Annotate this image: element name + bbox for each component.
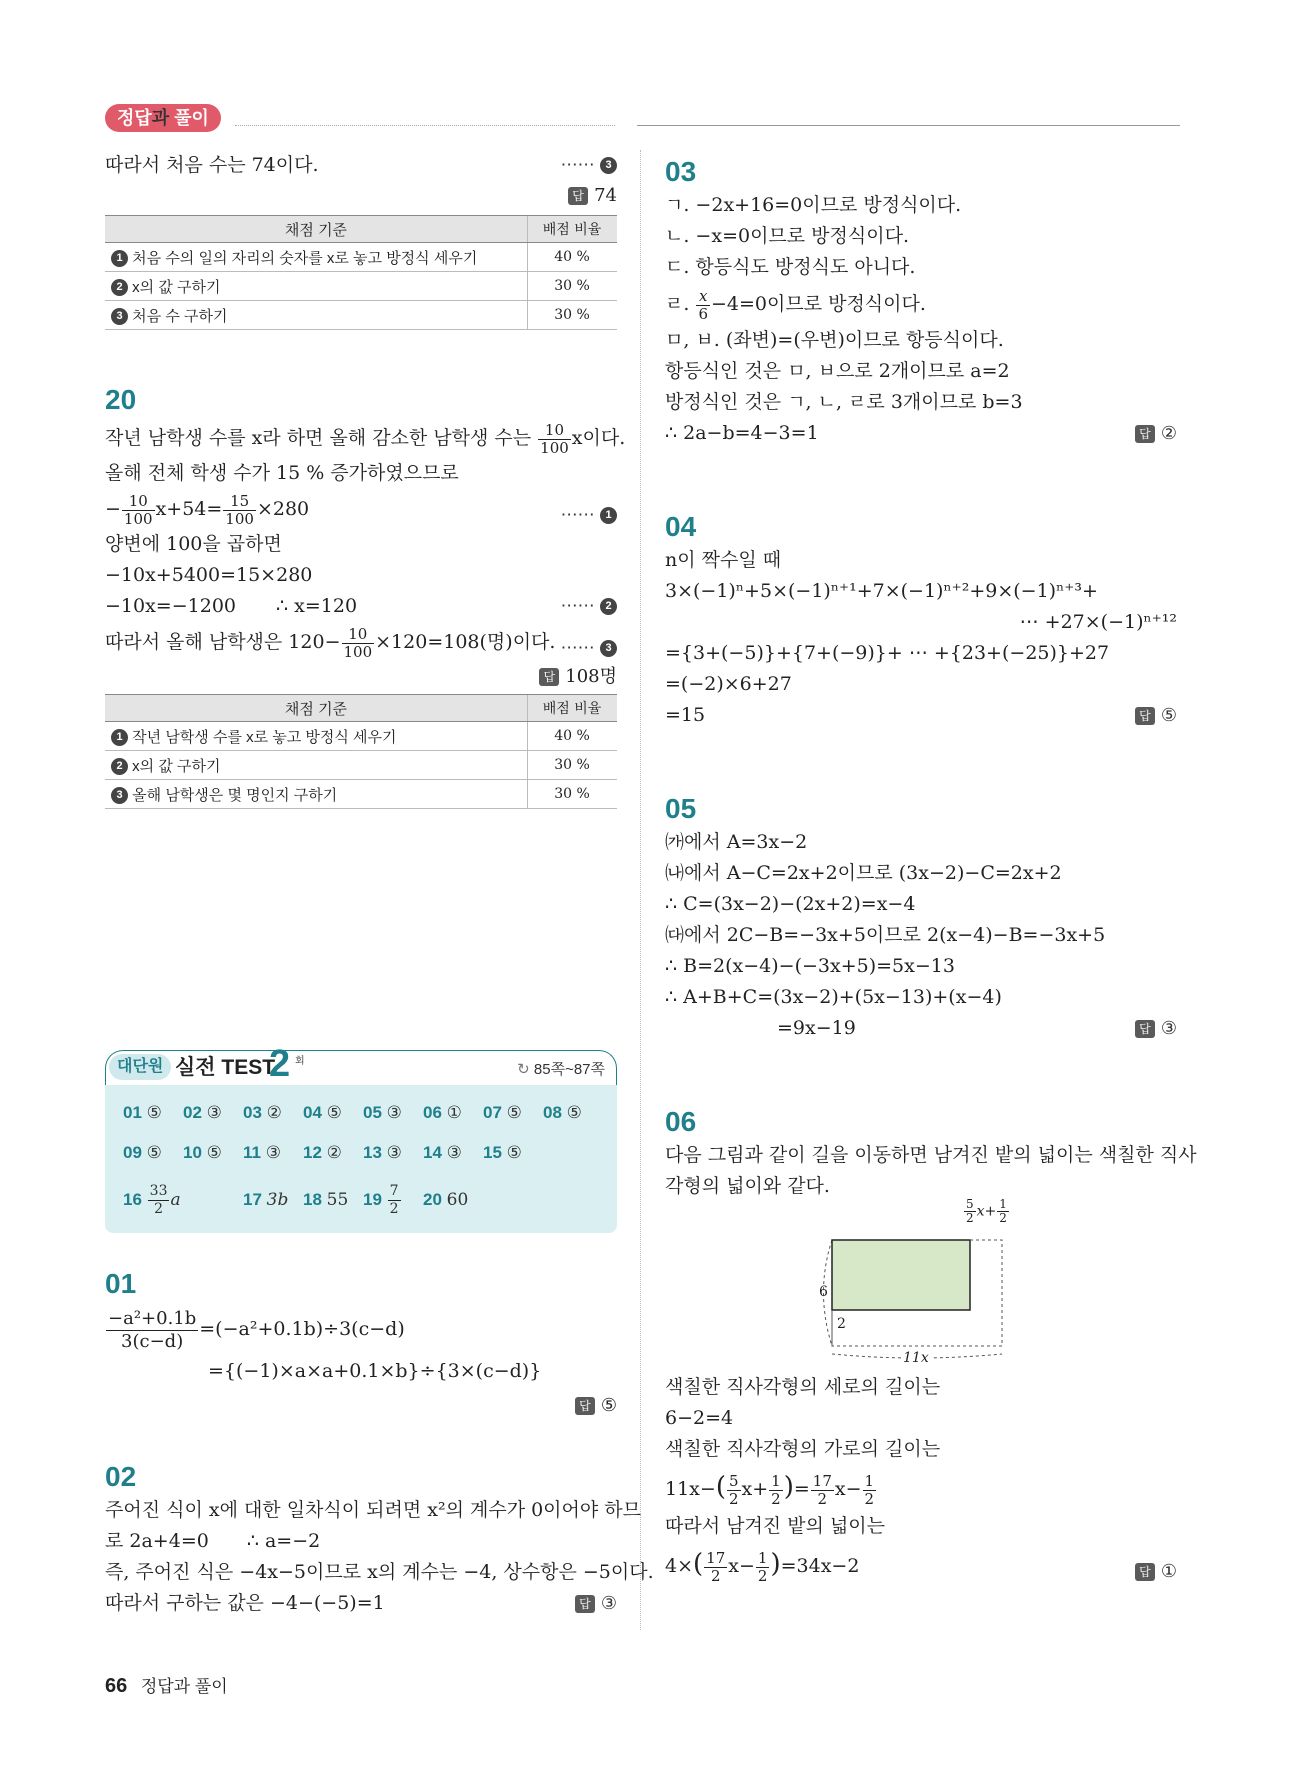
fraction: $\frac{\text{−a²+0.1b}}{3(c-d)}$ — [108, 1307, 197, 1352]
step-marker: ⋯⋯ 3 — [561, 628, 617, 668]
step-3-icon: 3 — [600, 640, 617, 657]
summary-item: 16 $\frac{33}{2}$ a — [123, 1183, 181, 1217]
q05-line: ㈎에서 A=3x−2 — [665, 831, 808, 853]
test-header — [105, 1043, 617, 1086]
q06-line: 11x−( $\frac{5}{2}$ x+ $\frac{1}{2}$ )= $\frac{17}{2}$ x− $\frac{1}{2}$ — [665, 1471, 875, 1508]
step-3-icon: 3 — [600, 157, 617, 174]
table-header: 채점 기준 — [105, 695, 528, 722]
step-marker: ⋯⋯ 3 — [561, 150, 617, 181]
question-number-02: 02 — [105, 1461, 137, 1492]
fraction: $\frac{10}{100}$ — [540, 420, 569, 457]
answer-icon: 답 — [1135, 707, 1155, 725]
q20-line1: 작년 남학생 수를 x라 하면 올해 감소한 남학생 수는 $\frac{10}{100}$ x이다. — [105, 420, 626, 457]
answer-icon: 답 — [1135, 1563, 1155, 1581]
q06-line: 다음 그림과 같이 길을 이동하면 남겨진 밭의 넓이는 색칠한 직사 — [665, 1144, 1197, 1166]
q06-line: 따라서 남겨진 밭의 넓이는 — [665, 1515, 886, 1537]
answer-icon: 답 — [539, 668, 559, 686]
q03-line: ㅁ, ㅂ. (좌변)=(우변)이므로 항등식이다. — [665, 329, 1004, 351]
answer-icon: 답 — [568, 187, 588, 205]
answer-20: 답 108명 — [105, 662, 617, 692]
table-row: 2 x의 값 구하기 30 % — [105, 272, 617, 301]
table-header: 채점 기준 — [105, 216, 528, 243]
test-number: 2 — [269, 1043, 291, 1085]
question-number-05: 05 — [665, 793, 697, 824]
summary-item: 04 ⑤ — [303, 1103, 342, 1123]
q04-line: n이 짝수일 때 — [665, 549, 782, 571]
q03-line: 항등식인 것은 ㅁ, ㅂ으로 2개이므로 a=2 — [665, 360, 1010, 382]
q02-line4: 따라서 구하는 값은 −4−(−5)=1 답 ③ — [105, 1592, 617, 1614]
q03-line: 방정식인 것은 ㄱ, ㄴ, ㄹ로 3개이므로 b=3 — [665, 391, 1023, 413]
q20-line4: 양변에 100을 곱하면 — [105, 533, 282, 555]
test-badge: 대단원 — [109, 1054, 171, 1080]
grading-table-19 — [105, 215, 617, 330]
summary-item: 09 ⑤ — [123, 1143, 162, 1163]
right-column — [665, 150, 1197, 1588]
q20-line3: − $\frac{10}{100}$ x+54= $\frac{15}{100}$ ×280 ⋯⋯ 1 — [105, 489, 617, 529]
q05-line: ㈐에서 2C−B=−3x+5이므로 2(x−4)−B=−3x+5 — [665, 924, 1106, 946]
summary-item: 11 ③ — [243, 1143, 281, 1163]
q04-line: =15 답 ⑤ — [665, 704, 1177, 726]
q06-line: 6−2=4 — [665, 1407, 734, 1429]
q04-line: =(−2)×6+27 — [665, 673, 792, 695]
page-number: 66 — [105, 1675, 128, 1697]
badge-text-3: 풀이 — [169, 108, 209, 128]
q03-line: ∴ 2a−b=4−3=1 답 ② — [665, 422, 1177, 444]
q01-line1: $\frac{\text{−a²+0.1b}}{3(c-d)}$ =(−a²+0.1b)÷3(c−d) — [108, 1307, 405, 1352]
q01-line2: ={(−1)×a×a+0.1×b}÷{3×(c−d)} — [208, 1360, 542, 1382]
table-row: 1 작년 남학생 수를 x로 놓고 방정식 세우기 40 % — [105, 722, 617, 751]
question-number-01: 01 — [105, 1268, 137, 1299]
q06-line: 4×( $\frac{17}{2}$ x− $\frac{1}{2}$ )=34x−2 답 ① — [665, 1548, 1177, 1585]
q04-line: ⋯ +27×(−1)ⁿ⁺¹² — [1019, 611, 1177, 633]
q05-line: =9x−19 답 ③ — [777, 1017, 1177, 1039]
answer-01: 답 ⑤ — [105, 1391, 617, 1421]
answer-icon: 답 — [1135, 1020, 1155, 1038]
summary-item: 03 ② — [243, 1103, 282, 1123]
table-header-pct: 배점 비율 — [528, 216, 618, 243]
answer-icon: 답 — [575, 1595, 595, 1613]
question-number-20: 20 — [105, 384, 137, 415]
answer-icon: 답 — [575, 1397, 595, 1415]
q06-line: 색칠한 직사각형의 세로의 길이는 — [665, 1376, 941, 1398]
summary-item: 08 ⑤ — [543, 1103, 582, 1123]
table-header-pct: 배점 비율 — [528, 695, 618, 722]
q02-line1: 주어진 식이 x에 대한 일차식이 되려면 x²의 계수가 0이어야 하므 — [105, 1499, 641, 1521]
summary-item: 20 60 — [423, 1190, 469, 1210]
q03-line: ㄹ. $\frac{x}{6}$ −4=0이므로 방정식이다. — [665, 286, 926, 323]
q20-line6: −10x=−1200 ∴ x=120 ⋯⋯ 2 — [105, 591, 617, 622]
summary-item: 01 ⑤ — [123, 1103, 162, 1123]
summary-item: 05 ③ — [363, 1103, 402, 1123]
summary-item: 12 ② — [303, 1143, 342, 1163]
q05-line: ∴ A+B+C=(3x−2)+(5x−13)+(x−4) — [665, 986, 1002, 1008]
q20-line2: 올해 전체 학생 수가 15 % 증가하였으므로 — [105, 462, 459, 484]
answer-summary-box — [105, 1085, 617, 1233]
q03-line: ㄱ. −2x+16=0이므로 방정식이다. — [665, 194, 962, 216]
q06-line: 색칠한 직사각형의 가로의 길이는 — [665, 1438, 941, 1460]
summary-item: 13 ③ — [363, 1143, 402, 1163]
answer-icon: 답 — [1135, 425, 1155, 443]
fig-top-label: $\frac{5}{2}$ x+ $\frac{1}{2}$ — [966, 1197, 1007, 1225]
summary-item: 07 ⑤ — [483, 1103, 522, 1123]
q06-line: 각형의 넓이와 같다. — [665, 1175, 830, 1197]
header-rule-right — [637, 125, 1180, 126]
table-row: 1 처음 수의 일의 자리의 숫자를 x로 놓고 방정식 세우기 40 % — [105, 243, 617, 272]
q05-line: ∴ C=(3x−2)−(2x+2)=x−4 — [665, 893, 916, 915]
step-1-icon: 1 — [600, 507, 617, 524]
table-row: 3 처음 수 구하기 30 % — [105, 301, 617, 330]
column-divider — [640, 150, 641, 1630]
field-diagram — [665, 1202, 1177, 1372]
q05-line: ∴ B=2(x−4)−(−3x+5)=5x−13 — [665, 955, 955, 977]
q02-line3: 즉, 주어진 식은 −4x−5이므로 x의 계수는 −4, 상수항은 −5이다. — [105, 1561, 654, 1583]
test-title: 실전 TEST — [175, 1056, 276, 1079]
field-figure — [665, 1197, 1177, 1372]
answer-19: 답 74 — [105, 181, 617, 211]
step-2-icon: 2 — [600, 598, 617, 615]
badge-text-1: 정답 — [117, 108, 152, 128]
left-lower — [105, 1262, 654, 1619]
fig-label-6: 6 — [819, 1284, 828, 1300]
test-hoe: 회 — [295, 1056, 305, 1067]
q03-line: ㄴ. −x=0이므로 방정식이다. — [665, 225, 909, 247]
test-pages: ↻ 85쪽~87쪽 — [517, 1061, 605, 1078]
header-badge — [105, 104, 221, 132]
step-marker: ⋯⋯ 1 — [561, 495, 617, 535]
summary-item: 14 ③ — [423, 1143, 462, 1163]
shaded-rectangle — [832, 1240, 970, 1310]
q04-line: ={3+(−5)}+{7+(−9)}+ ⋯ +{23+(−25)}+27 — [665, 642, 1110, 664]
summary-item: 17 3b — [243, 1190, 289, 1210]
fig-label-2: 2 — [837, 1316, 846, 1332]
q05-line: ㈏에서 A−C=2x+2이므로 (3x−2)−C=2x+2 — [665, 862, 1062, 884]
question-number-03: 03 — [665, 156, 697, 187]
question-number-04: 04 — [665, 511, 697, 542]
q03-line: ㄷ. 항등식도 방정식도 아니다. — [665, 256, 916, 278]
q20-line7: 따라서 올해 남학생은 120− $\frac{10}{100}$ ×120=108(명)이다. ⋯⋯ 3 — [105, 622, 617, 662]
summary-item: 18 55 — [303, 1190, 349, 1210]
summary-item: 02 ③ — [183, 1103, 222, 1123]
fig-label-bottom: 11x — [903, 1350, 929, 1366]
question-number-06: 06 — [665, 1106, 697, 1137]
q04-line: 3×(−1)ⁿ+5×(−1)ⁿ⁺¹+7×(−1)ⁿ⁺²+9×(−1)ⁿ⁺³+ — [665, 580, 1098, 602]
refresh-icon: ↻ — [517, 1061, 530, 1078]
q19-conclusion — [105, 150, 617, 181]
badge-text-2: 과 — [151, 108, 170, 128]
q02-line2: 로 2a+4=0 ∴ a=−2 — [105, 1530, 321, 1552]
grading-table-20 — [105, 694, 617, 809]
q20-line5: −10x+5400=15×280 — [105, 564, 313, 586]
summary-item: 15 ⑤ — [483, 1143, 522, 1163]
footer — [105, 1672, 228, 1698]
summary-item: 19 $\frac{7}{2}$ — [363, 1183, 399, 1217]
q19-text: 따라서 처음 수는 74이다. — [105, 154, 319, 176]
summary-item: 10 ⑤ — [183, 1143, 222, 1163]
header-rule-left — [235, 125, 615, 126]
footer-label: 정답과 풀이 — [140, 1677, 228, 1696]
table-row: 3 올해 남학생은 몇 명인지 구하기 30 % — [105, 780, 617, 809]
summary-item: 06 ① — [423, 1103, 462, 1123]
left-column — [105, 150, 626, 809]
step-marker: ⋯⋯ 2 — [561, 591, 617, 622]
table-row: 2 x의 값 구하기 30 % — [105, 751, 617, 780]
